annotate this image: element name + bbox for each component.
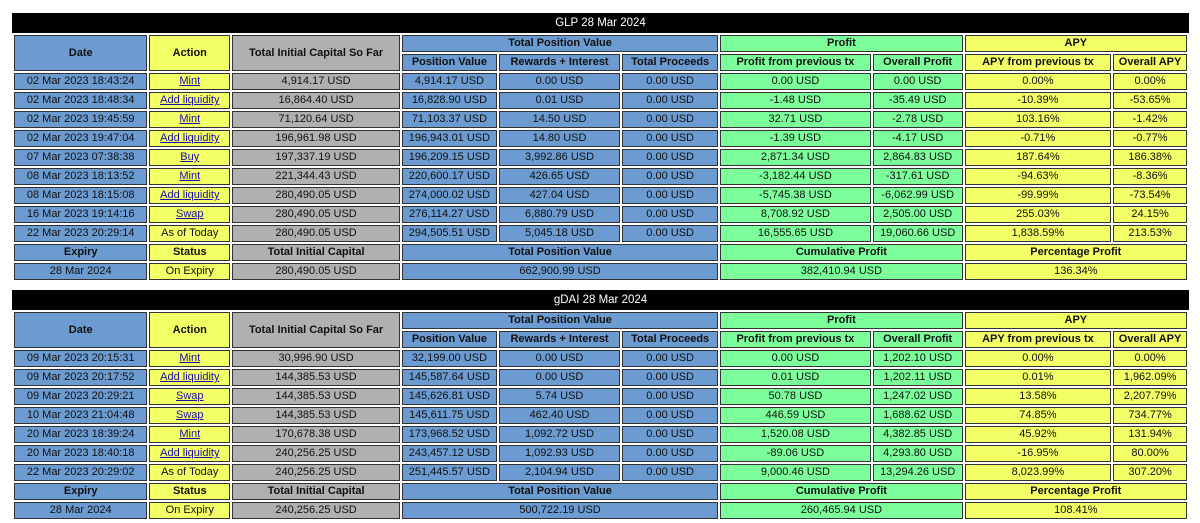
status-cell: On Expiry [149,502,230,519]
table-row [14,130,1187,147]
proceeds-cell: 0.00 USD [622,350,718,367]
apy-prev-cell: 45.92% [965,426,1112,443]
overall-apy-cell: 80.00% [1113,445,1187,462]
profit-prev-cell: 8,708.92 USD [720,206,871,223]
proceeds-cell: 0.00 USD [622,168,718,185]
action-cell [149,130,230,147]
overall-apy-cell: 734.77% [1113,407,1187,424]
rewards-cell: 0.00 USD [499,73,620,90]
header-total-position-value: Total Position Value [402,312,718,329]
action-cell [149,464,230,481]
action-link[interactable]: Add liquidity [160,132,220,144]
proceeds-cell: 0.00 USD [622,426,718,443]
date-cell: 02 Mar 2023 18:48:34 [14,92,147,109]
overall-profit-cell: 1,247.02 USD [873,388,963,405]
proceeds-cell: 0.00 USD [622,407,718,424]
position-value-cell: 145,626.81 USD [402,388,497,405]
percentage-profit-cell: 136.34% [965,263,1187,280]
header-total-position-value: Total Position Value [402,483,718,500]
overall-apy-cell: 186.38% [1113,149,1187,166]
capital-cell: 71,120.64 USD [232,111,400,128]
position-value-cell: 220,600.17 USD [402,168,497,185]
action-cell [149,187,230,204]
overall-profit-cell: 1,202.10 USD [873,350,963,367]
table-row [14,426,1187,443]
action-cell [149,111,230,128]
header-profit: Profit [720,35,962,52]
action-link[interactable]: Mint [179,75,201,87]
apy-prev-cell: 0.01% [965,369,1112,386]
cumulative-profit-cell: 260,465.94 USD [720,502,962,519]
action-cell [149,149,230,166]
capital-cell: 240,256.25 USD [232,445,400,462]
total-position-value-cell: 662,900.99 USD [402,263,718,280]
overall-apy-cell: 24.15% [1113,206,1187,223]
header-row [14,312,1187,329]
overall-profit-cell: 0.00 USD [873,73,963,90]
position-value-cell: 294,505.51 USD [402,225,497,242]
table-row [14,225,1187,242]
header-capital-so-far: Total Initial Capital So Far [232,312,400,348]
action-cell [149,369,230,386]
table-row [14,464,1187,481]
capital-cell: 4,914.17 USD [232,73,400,90]
header-action: Action [149,312,230,348]
date-cell: 07 Mar 2023 07:38:38 [14,149,147,166]
action-cell [149,445,230,462]
rewards-cell: 14.80 USD [499,130,620,147]
overall-apy-cell: -53.65% [1113,92,1187,109]
header-position-value: Position Value [402,331,497,348]
proceeds-cell: 0.00 USD [622,445,718,462]
overall-profit-cell: -35.49 USD [873,92,963,109]
position-value-cell: 276,114.27 USD [402,206,497,223]
date-cell: 20 Mar 2023 18:40:18 [14,445,147,462]
overall-profit-cell: 4,293.80 USD [873,445,963,462]
header-total-initial-capital: Total Initial Capital [232,244,400,261]
apy-prev-cell: 1,838.59% [965,225,1112,242]
action-cell [149,426,230,443]
table-row [14,149,1187,166]
date-cell: 09 Mar 2023 20:15:31 [14,350,147,367]
date-cell: 02 Mar 2023 18:43:24 [14,73,147,90]
capital-cell: 144,385.53 USD [232,369,400,386]
glp-table [12,33,1189,282]
header-overall-profit: Overall Profit [873,331,963,348]
expiry-cell: 28 Mar 2024 [14,502,147,519]
apy-prev-cell: 74.85% [965,407,1112,424]
apy-prev-cell: 103.16% [965,111,1112,128]
rewards-cell: 3,992.86 USD [499,149,620,166]
capital-cell: 280,490.05 USD [232,206,400,223]
profit-prev-cell: 50.78 USD [720,388,871,405]
table-row [14,350,1187,367]
profit-prev-cell: 2,871.34 USD [720,149,871,166]
profit-prev-cell: 1,520.08 USD [720,426,871,443]
profit-prev-cell: -3,182.44 USD [720,168,871,185]
rewards-cell: 0.00 USD [499,369,620,386]
overall-apy-cell: -8.36% [1113,168,1187,185]
rewards-cell: 0.00 USD [499,350,620,367]
header-rewards-interest: Rewards + Interest [499,54,620,71]
apy-prev-cell: -10.39% [965,92,1112,109]
action-cell [149,73,230,90]
date-cell: 22 Mar 2023 20:29:14 [14,225,147,242]
action-cell [149,350,230,367]
header-status: Status [149,244,230,261]
action-cell [149,388,230,405]
action-link[interactable]: Mint [179,428,201,440]
date-cell: 08 Mar 2023 18:13:52 [14,168,147,185]
total-capital-cell: 280,490.05 USD [232,263,400,280]
cumulative-profit-cell: 382,410.94 USD [720,263,962,280]
profit-prev-cell: 0.00 USD [720,350,871,367]
position-value-cell: 145,611.75 USD [402,407,497,424]
action-link[interactable]: Add liquidity [160,371,220,383]
header-cumulative-profit: Cumulative Profit [720,483,962,500]
rewards-cell: 2,104.94 USD [499,464,620,481]
proceeds-cell: 0.00 USD [622,206,718,223]
overall-profit-cell: 13,294.26 USD [873,464,963,481]
header-apy-prev: APY from previous tx [965,54,1112,71]
apy-prev-cell: 13.58% [965,388,1112,405]
header-apy: APY [965,312,1187,329]
position-value-cell: 71,103.37 USD [402,111,497,128]
summary-header-row [14,244,1187,261]
action-link[interactable]: Swap [176,409,204,421]
position-value-cell: 251,445.57 USD [402,464,497,481]
header-overall-apy: Overall APY [1113,331,1187,348]
rewards-cell: 1,092.93 USD [499,445,620,462]
header-expiry: Expiry [14,244,147,261]
table-row [14,73,1187,90]
overall-profit-cell: -4.17 USD [873,130,963,147]
summary-row [14,502,1187,519]
table-row [14,111,1187,128]
total-capital-cell: 240,256.25 USD [232,502,400,519]
profit-prev-cell: 9,000.46 USD [720,464,871,481]
header-status: Status [149,483,230,500]
profit-prev-cell: -89.06 USD [720,445,871,462]
overall-profit-cell: -2.78 USD [873,111,963,128]
date-cell: 20 Mar 2023 18:39:24 [14,426,147,443]
header-expiry: Expiry [14,483,147,500]
table-row [14,388,1187,405]
capital-cell: 196,961.98 USD [232,130,400,147]
capital-cell: 30,996.90 USD [232,350,400,367]
position-value-cell: 274,000.02 USD [402,187,497,204]
action-link[interactable]: Swap [176,390,204,402]
apy-prev-cell: 0.00% [965,350,1112,367]
position-value-cell: 243,457.12 USD [402,445,497,462]
action-cell [149,225,230,242]
date-cell: 02 Mar 2023 19:47:04 [14,130,147,147]
header-total-position-value: Total Position Value [402,244,718,261]
overall-apy-cell: 307.20% [1113,464,1187,481]
header-capital-so-far: Total Initial Capital So Far [232,35,400,71]
header-date: Date [14,312,147,348]
proceeds-cell: 0.00 USD [622,130,718,147]
date-cell: 10 Mar 2023 21:04:48 [14,407,147,424]
date-cell: 08 Mar 2023 18:15:08 [14,187,147,204]
action-link[interactable]: Mint [179,170,201,182]
action-cell [149,168,230,185]
header-total-proceeds: Total Proceeds [622,54,718,71]
percentage-profit-cell: 108.41% [965,502,1187,519]
rewards-cell: 14.50 USD [499,111,620,128]
capital-cell: 240,256.25 USD [232,464,400,481]
overall-profit-cell: 1,202.11 USD [873,369,963,386]
profit-prev-cell: 0.01 USD [720,369,871,386]
overall-apy-cell: 0.00% [1113,73,1187,90]
position-value-cell: 173,968.52 USD [402,426,497,443]
proceeds-cell: 0.00 USD [622,187,718,204]
capital-cell: 280,490.05 USD [232,225,400,242]
position-value-cell: 196,209.15 USD [402,149,497,166]
position-value-cell: 145,587.64 USD [402,369,497,386]
apy-prev-cell: 187.64% [965,149,1112,166]
capital-cell: 16,864.40 USD [232,92,400,109]
position-value-cell: 4,914.17 USD [402,73,497,90]
overall-profit-cell: 4,382.85 USD [873,426,963,443]
date-cell: 16 Mar 2023 19:14:16 [14,206,147,223]
date-cell: 09 Mar 2023 20:29:21 [14,388,147,405]
overall-profit-cell: 2,505.00 USD [873,206,963,223]
profit-prev-cell: -5,745.38 USD [720,187,871,204]
overall-apy-cell: 131.94% [1113,426,1187,443]
table-title: gDAI 28 Mar 2024 [12,290,1189,310]
summary-header-row [14,483,1187,500]
action-link[interactable]: Buy [180,151,200,163]
header-position-value: Position Value [402,54,497,71]
proceeds-cell: 0.00 USD [622,464,718,481]
profit-prev-cell: -1.48 USD [720,92,871,109]
table-row [14,369,1187,386]
header-total-initial-capital: Total Initial Capital [232,483,400,500]
overall-profit-cell: 2,864.83 USD [873,149,963,166]
gdai-section [12,290,1189,521]
proceeds-cell: 0.00 USD [622,225,718,242]
action-link[interactable]: Add liquidity [160,447,220,459]
proceeds-cell: 0.00 USD [622,149,718,166]
rewards-cell: 426.65 USD [499,168,620,185]
proceeds-cell: 0.00 USD [622,92,718,109]
overall-profit-cell: -6,062.99 USD [873,187,963,204]
proceeds-cell: 0.00 USD [622,388,718,405]
header-overall-apy: Overall APY [1113,54,1187,71]
header-row [14,35,1187,52]
rewards-cell: 6,880.79 USD [499,206,620,223]
action-cell [149,407,230,424]
overall-apy-cell: -0.77% [1113,130,1187,147]
action-label: As of Today [161,466,219,478]
header-date: Date [14,35,147,71]
capital-cell: 197,337.19 USD [232,149,400,166]
total-position-value-cell: 500,722.19 USD [402,502,718,519]
header-overall-profit: Overall Profit [873,54,963,71]
rewards-cell: 427.04 USD [499,187,620,204]
summary-row [14,263,1187,280]
proceeds-cell: 0.00 USD [622,73,718,90]
action-link[interactable]: Add liquidity [160,94,220,106]
table-row [14,206,1187,223]
action-link[interactable]: Mint [179,352,201,364]
overall-apy-cell: 213.53% [1113,225,1187,242]
overall-apy-cell: 1,962.09% [1113,369,1187,386]
capital-cell: 170,678.38 USD [232,426,400,443]
overall-apy-cell: -73.54% [1113,187,1187,204]
action-cell [149,92,230,109]
position-value-cell: 16,828.90 USD [402,92,497,109]
capital-cell: 144,385.53 USD [232,388,400,405]
header-action: Action [149,35,230,71]
overall-apy-cell: 2,207.79% [1113,388,1187,405]
header-profit: Profit [720,312,962,329]
overall-profit-cell: 1,688.62 USD [873,407,963,424]
table-row [14,187,1187,204]
date-cell: 22 Mar 2023 20:29:02 [14,464,147,481]
profit-prev-cell: 16,555.65 USD [720,225,871,242]
action-link[interactable]: Add liquidity [160,189,220,201]
apy-prev-cell: 8,023.99% [965,464,1112,481]
capital-cell: 280,490.05 USD [232,187,400,204]
overall-profit-cell: 19,060.66 USD [873,225,963,242]
header-percentage-profit: Percentage Profit [965,483,1187,500]
profit-prev-cell: -1.39 USD [720,130,871,147]
table-row [14,92,1187,109]
header-total-proceeds: Total Proceeds [622,331,718,348]
header-profit-prev: Profit from previous tx [720,54,871,71]
header-apy-prev: APY from previous tx [965,331,1112,348]
date-cell: 09 Mar 2023 20:17:52 [14,369,147,386]
profit-prev-cell: 32.71 USD [720,111,871,128]
date-cell: 02 Mar 2023 19:45:59 [14,111,147,128]
gdai-table [12,310,1189,521]
capital-cell: 144,385.53 USD [232,407,400,424]
header-apy: APY [965,35,1187,52]
rewards-cell: 5.74 USD [499,388,620,405]
header-rewards-interest: Rewards + Interest [499,331,620,348]
capital-cell: 221,344.43 USD [232,168,400,185]
header-cumulative-profit: Cumulative Profit [720,244,962,261]
apy-prev-cell: -94.63% [965,168,1112,185]
table-row [14,168,1187,185]
overall-profit-cell: -317.61 USD [873,168,963,185]
action-label: As of Today [161,227,219,239]
apy-prev-cell: -99.99% [965,187,1112,204]
rewards-cell: 462.40 USD [499,407,620,424]
glp-section [12,13,1189,282]
apy-prev-cell: 255.03% [965,206,1112,223]
header-total-position-value: Total Position Value [402,35,718,52]
rewards-cell: 1,092.72 USD [499,426,620,443]
expiry-cell: 28 Mar 2024 [14,263,147,280]
position-value-cell: 196,943.01 USD [402,130,497,147]
proceeds-cell: 0.00 USD [622,369,718,386]
status-cell: On Expiry [149,263,230,280]
header-profit-prev: Profit from previous tx [720,331,871,348]
action-cell [149,206,230,223]
rewards-cell: 5,045.18 USD [499,225,620,242]
profit-prev-cell: 446.59 USD [720,407,871,424]
action-link[interactable]: Mint [179,113,201,125]
rewards-cell: 0.01 USD [499,92,620,109]
proceeds-cell: 0.00 USD [622,111,718,128]
table-title: GLP 28 Mar 2024 [12,13,1189,33]
header-percentage-profit: Percentage Profit [965,244,1187,261]
apy-prev-cell: -16.95% [965,445,1112,462]
table-row [14,407,1187,424]
overall-apy-cell: -1.42% [1113,111,1187,128]
apy-prev-cell: -0.71% [965,130,1112,147]
position-value-cell: 32,199.00 USD [402,350,497,367]
overall-apy-cell: 0.00% [1113,350,1187,367]
apy-prev-cell: 0.00% [965,73,1112,90]
action-link[interactable]: Swap [176,208,204,220]
profit-prev-cell: 0.00 USD [720,73,871,90]
table-row [14,445,1187,462]
